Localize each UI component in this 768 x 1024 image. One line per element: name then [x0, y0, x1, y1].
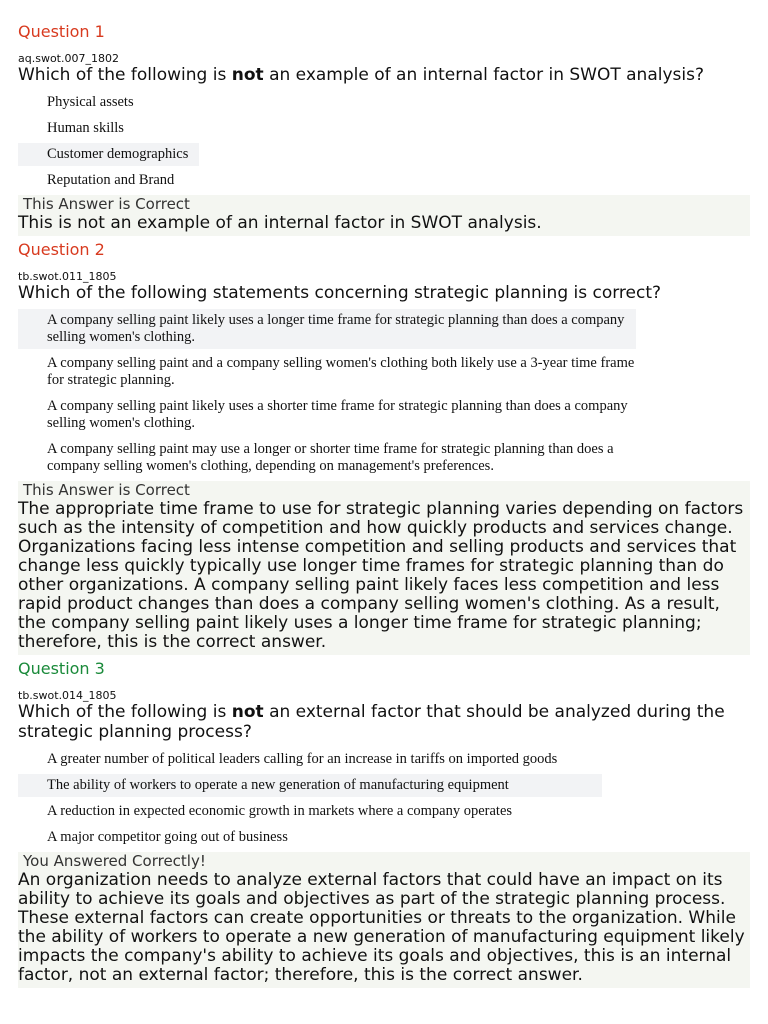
feedback-explanation: The appropriate time frame to use for strategic planning varies depending on factors such as the intensity of competition and how quickly products and services change. Organizations facing less intense competition and selling products and services that change less quickly typically use longer time frames for strategic planning than do other organizations. A company selling paint likely faces less competition and less rapid product changes than does a company selling women's clothing. As a result, the company selling paint likely uses a longer time frame for strategic planning; therefore, this is the correct answer.	[18, 499, 744, 652]
question-code: tb.swot.011_1805	[18, 270, 117, 283]
answer-choice-selected[interactable]: A company selling paint likely uses a longer time frame for strategic planning than does a company selling women's clothing.	[18, 309, 636, 349]
answer-choice[interactable]: Reputation and Brand	[47, 172, 175, 188]
answer-choice[interactable]: A company selling paint likely uses a shorter time frame for strategic planning than does a company selling women's clothing.	[47, 398, 628, 431]
question-title: Question 2	[18, 240, 105, 259]
feedback-status: This Answer is Correct	[23, 195, 190, 213]
question-code: aq.swot.007_1802	[18, 52, 119, 65]
feedback-box	[18, 195, 750, 236]
feedback-explanation: An organization needs to analyze external factors that could have an impact on its ability to achieve its goals and objectives as part of the strategic planning process. These external factors can create opportunities or threats to the organization. While the ability of workers to operate a new generation of manufacturing equipment likely impacts the company's ability to achieve its goals and objectives, this is an internal factor, not an external factor; therefore, this is the correct answer.	[18, 870, 745, 985]
feedback-box	[18, 852, 750, 988]
feedback-status: This Answer is Correct	[23, 481, 190, 499]
answer-choice[interactable]: A major competitor going out of business	[47, 829, 288, 845]
feedback-box	[18, 481, 750, 655]
question-1	[18, 22, 750, 236]
question-text: Which of the following is not an example of an internal factor in SWOT analysis?	[18, 65, 704, 85]
question-3	[18, 659, 750, 988]
answer-choice-selected[interactable]: Customer demographics	[18, 143, 199, 166]
answer-choice[interactable]: A reduction in expected economic growth in markets where a company operates	[47, 803, 513, 819]
question-code: tb.swot.014_1805	[18, 689, 117, 702]
question-title: Question 3	[18, 659, 105, 678]
question-text: Which of the following is not an external factor that should be analyzed during the strategic planning process?	[18, 702, 725, 742]
answer-choices	[18, 91, 750, 192]
answer-choices	[18, 748, 750, 849]
answer-choice[interactable]: Human skills	[47, 120, 124, 136]
feedback-explanation: This is not an example of an internal factor in SWOT analysis.	[18, 213, 542, 233]
answer-choice[interactable]: Physical assets	[47, 94, 134, 110]
answer-choice-selected[interactable]: The ability of workers to operate a new generation of manufacturing equipment	[18, 774, 602, 797]
answer-choice[interactable]: A company selling paint may use a longer or shorter time frame for strategic planning than does a company selling women's clothing, depending on management's preferences.	[47, 441, 614, 474]
answer-choice[interactable]: A company selling paint and a company selling women's clothing both likely use a 3-year time frame for strategic planning.	[47, 355, 635, 388]
question-text: Which of the following statements concerning strategic planning is correct?	[18, 283, 662, 303]
answer-choices	[18, 309, 750, 478]
question-title: Question 1	[18, 22, 105, 41]
question-2	[18, 240, 750, 655]
answer-choice[interactable]: A greater number of political leaders calling for an increase in tariffs on imported goods	[47, 751, 558, 767]
feedback-status: You Answered Correctly!	[23, 852, 206, 870]
